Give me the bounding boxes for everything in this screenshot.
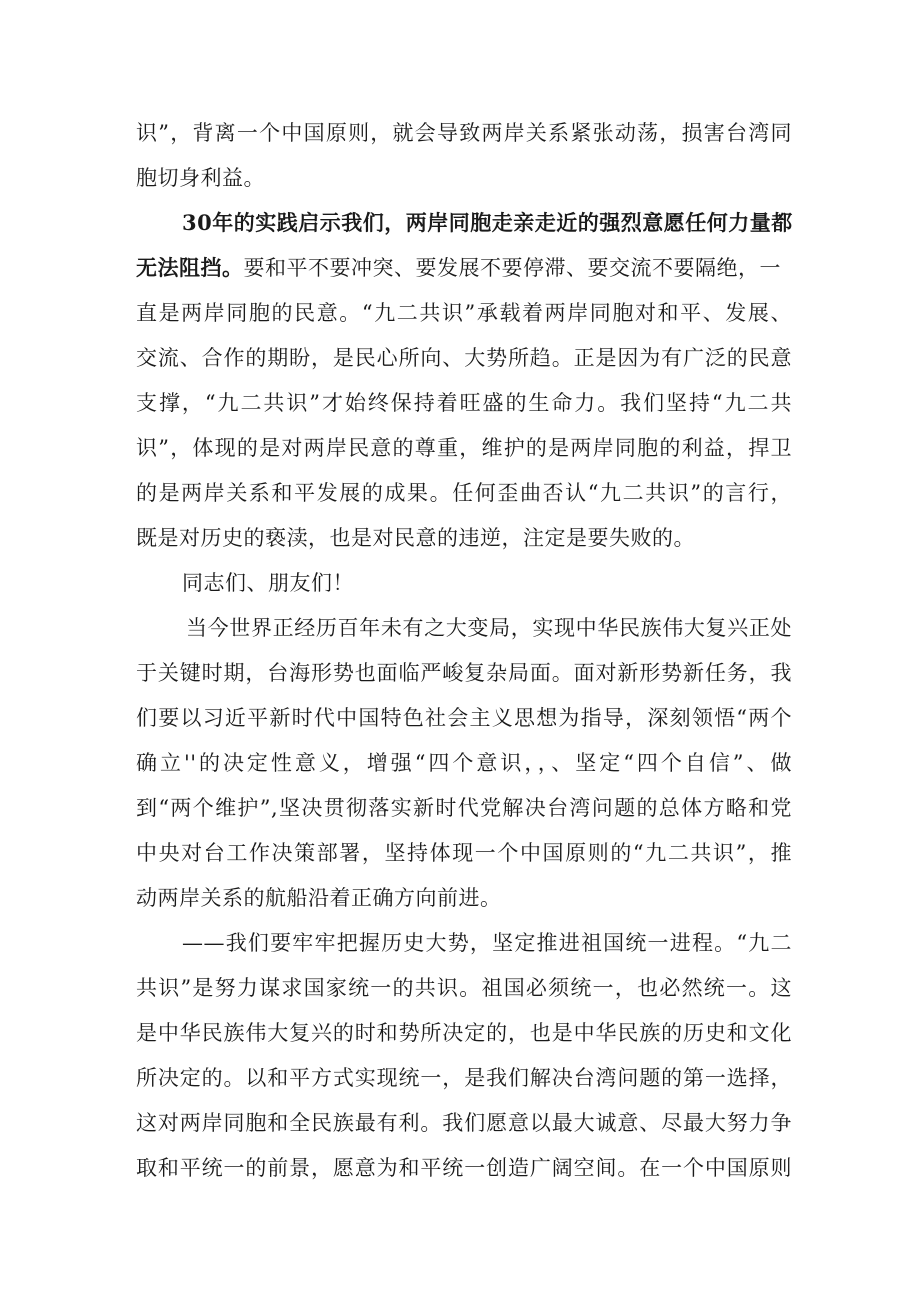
bold-lead-line [182, 208, 792, 238]
text-line [136, 298, 792, 328]
text-line [136, 793, 792, 823]
text-line [136, 163, 265, 193]
line-text: 这对两岸同胞和全民族最有利。我们愿意以最大诚意、尽最大努力争 [136, 1111, 792, 1135]
text-line [182, 928, 792, 958]
line-text: 确立''的决定性意义，增强“四个意识，，、坚定“四个自信”、做 [136, 751, 792, 775]
bold-lead-end: 无法阻挡。 [136, 255, 244, 280]
line-text: 支撑，“九二共识”才始终保持着旺盛的生命力。我们坚持“九二共 [136, 391, 792, 415]
text-line [136, 433, 792, 463]
line-text: 到“两个维护”,坚决贯彻落实新时代党解决台湾问题的总体方略和党 [136, 796, 792, 820]
text-line [136, 1063, 792, 1093]
line-text: 识”，背离一个中国原则，就会导致两岸关系紧张动荡，损害台湾同 [136, 121, 792, 145]
text-line [136, 523, 695, 553]
text-line [136, 478, 792, 508]
text-line [136, 973, 792, 1003]
text-line [136, 118, 792, 148]
text-line [136, 253, 792, 283]
line-text: 既是对历史的亵渎，也是对民意的违逆，注定是要失败的。 [136, 526, 695, 550]
text-line [136, 748, 792, 778]
line-text: 识”，体现的是对两岸民意的尊重，维护的是两岸同胞的利益，捍卫 [136, 436, 792, 460]
line-text: 是中华民族伟大复兴的时和势所决定的，也是中华民族的历史和文化 [136, 1021, 792, 1045]
line-text: ——我们要牢牢把握历史大势，坚定推进祖国统一进程。“九二 [182, 931, 792, 955]
line-text: 中央对台工作决策部署，坚持体现一个中国原则的“九二共识”，推 [136, 841, 792, 865]
text-line [136, 1018, 792, 1048]
line-text: 们要以习近平新时代中国特色社会主义思想为指导，深刻领悟“两个 [136, 706, 792, 730]
line-text: 胞切身利益。 [136, 166, 265, 190]
line-text: 要和平不要冲突、要发展不要停滞、要交流不要隔绝，一 [243, 256, 781, 280]
line-text: 的是两岸关系和平发展的成果。任何歪曲否认“九二共识”的言行， [136, 481, 792, 505]
text-line [136, 1153, 792, 1183]
text-line [136, 1108, 792, 1138]
line-text: 交流、合作的期盼，是民心所向、大势所趋。正是因为有广泛的民意 [136, 346, 792, 370]
line-text: 当今世界正经历百年未有之大变局，实现中华民族伟大复兴正处 [186, 616, 792, 640]
line-text: 动两岸关系的航船沿着正确方向前进。 [136, 886, 502, 910]
line-text: 所决定的。以和平方式实现统一，是我们解决台湾问题的第一选择， [136, 1066, 792, 1090]
text-line [136, 838, 792, 868]
line-text: 共识”是努力谋求国家统一的共识。祖国必须统一，也必然统一。这 [136, 976, 792, 1000]
text-line [136, 658, 792, 688]
text-line [136, 388, 792, 418]
text-line [136, 883, 502, 913]
salutation-text: 同志们、朋友们！ [182, 571, 354, 595]
text-line [136, 703, 792, 733]
line-text: 取和平统一的前景，愿意为和平统一创造广阔空间。在一个中国原则 [136, 1156, 792, 1180]
line-text: 于关键时期，台海形势也面临严峻复杂局面。面对新形势新任务，我 [136, 661, 792, 685]
salutation-line [182, 568, 354, 598]
text-line [136, 343, 792, 373]
line-text: 直是两岸同胞的民意。“九二共识”承载着两岸同胞对和平、发展、 [136, 301, 792, 325]
bold-lead-text: 30年的实践启示我们，两岸同胞走亲走近的强烈意愿任何力量都 [182, 210, 793, 235]
text-line [186, 613, 792, 643]
